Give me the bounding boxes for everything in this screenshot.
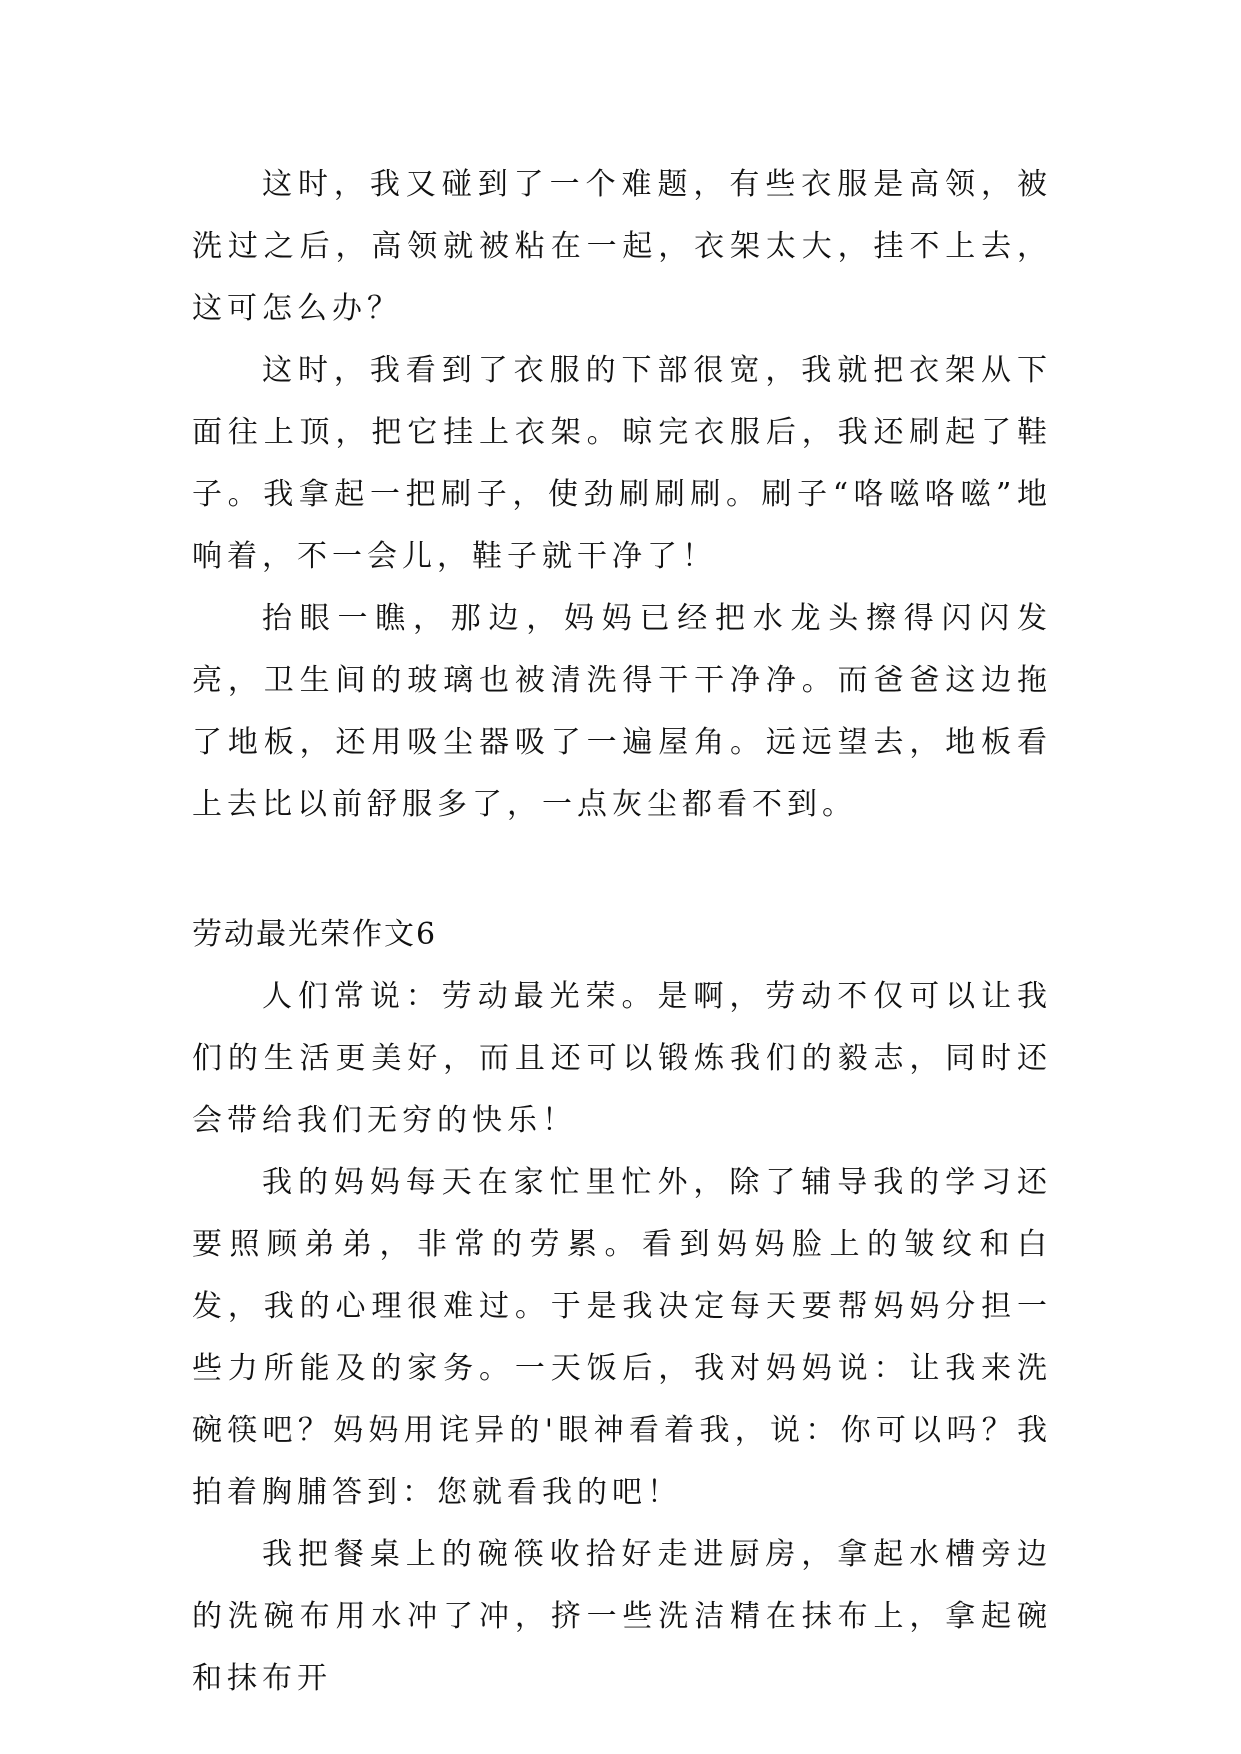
document-body <box>192 154 1052 1710</box>
paragraph: 这时，我看到了衣服的下部很宽，我就把衣架从下面往上顶，把它挂上衣架。晾完衣服后，我还刷起了鞋子。我拿起一把刷子，使劲刷刷刷。刷子“咯嗞咯嗞”地响着，不一会儿，鞋子就干净了！ <box>192 353 1052 574</box>
paragraph: 抬眼一瞧，那边，妈妈已经把水龙头擦得闪闪发亮，卫生间的玻璃也被清洗得干干净净。而爸爸这边拖了地板，还用吸尘器吸了一遍屋角。远远望去，地板看上去比以前舒服多了，一点灰尘都看不到。 <box>192 601 1052 822</box>
paragraph: 这时，我又碰到了一个难题，有些衣服是高领，被洗过之后，高领就被粘在一起，衣架太大，挂不上去，这可怎么办？ <box>192 167 1052 326</box>
paragraph: 人们常说：劳动最光荣。是啊，劳动不仅可以让我们的生活更美好，而且还可以锻炼我们的毅志，同时还会带给我们无穷的快乐！ <box>192 979 1052 1138</box>
section-title: 劳动最光荣作文6 <box>192 917 438 952</box>
paragraph: 我的妈妈每天在家忙里忙外，除了辅导我的学习还要照顾弟弟，非常的劳累。看到妈妈脸上的皱纹和白发，我的心理很难过。于是我决定每天要帮妈妈分担一些力所能及的家务。一天饭后，我对妈妈说：让我来洗碗筷吧？妈妈用诧异的'眼神看着我，说：你可以吗？我拍着胸脯答到：您就看我的吧！ <box>192 1165 1052 1510</box>
paragraph: 我把餐桌上的碗筷收拾好走进厨房，拿起水槽旁边的洗碗布用水冲了冲，挤一些洗洁精在抹布上，拿起碗和抹布开 <box>192 1537 1052 1696</box>
